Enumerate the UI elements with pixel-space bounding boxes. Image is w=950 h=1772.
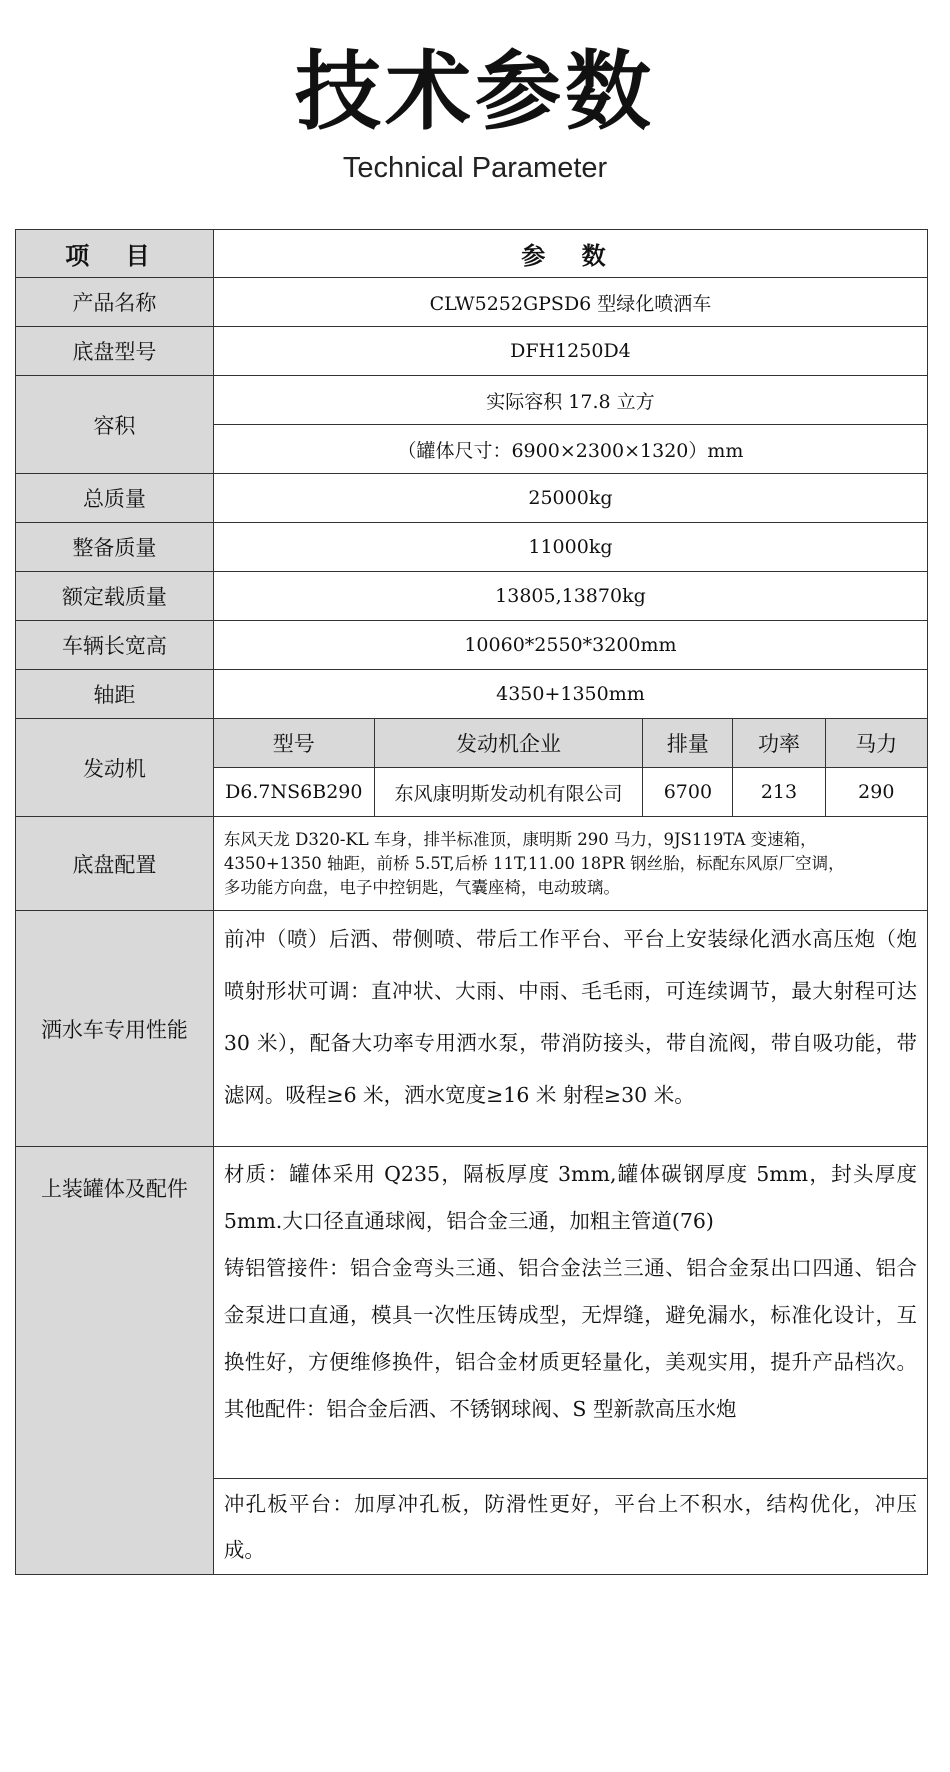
row-value-sprinkler-performance: 前冲（喷）后洒、带侧喷、带后工作平台、平台上安装绿化洒水高压炮（炮喷射形状可调：直冲状、大雨、中雨、毛毛雨，可连续调节，最大射程可达 30 米），配备大功率专用洒水泵，带消防接头，带自流阀，带自吸功能，带滤网。吸程≥6 米，洒水宽度≥16 米 射程≥30 米。 [213, 911, 927, 1147]
row-value-dimensions: 10060*2550*3200mm [213, 621, 927, 670]
table-row [16, 621, 928, 670]
row-label-wheelbase: 轴距 [16, 670, 214, 719]
tank-material-text: 材质：罐体采用 Q235，隔板厚度 3mm,罐体碳钢厚度 5mm，封头厚度 5mm.大口径直通球阀，铝合金三通，加粗主管道(76) [223, 1162, 917, 1233]
spec-table [15, 229, 928, 1575]
engine-header-displacement: 排量 [643, 719, 733, 768]
engine-value-displacement: 6700 [643, 768, 733, 817]
column-header-item: 项 目 [16, 230, 214, 278]
column-header-param: 参 数 [213, 230, 927, 278]
row-value-platform: 冲孔板平台：加厚冲孔板，防滑性更好，平台上不积水，结构优化，冲压成。 [213, 1479, 927, 1575]
row-value-curb-mass: 11000kg [213, 523, 927, 572]
row-value-total-mass: 25000kg [213, 474, 927, 523]
row-label-dimensions: 车辆长宽高 [16, 621, 214, 670]
row-value-volume-actual: 实际容积 17.8 立方 [213, 376, 927, 425]
row-value-tank-accessories [213, 1147, 927, 1479]
engine-value-maker: 东风康明斯发动机有限公司 [374, 768, 643, 817]
engine-header-row [16, 719, 928, 768]
table-row [16, 670, 928, 719]
row-value-wheelbase: 4350+1350mm [213, 670, 927, 719]
page-subtitle: Technical Parameter [342, 152, 608, 184]
row-label-product-name: 产品名称 [16, 278, 214, 327]
table-row [16, 327, 928, 376]
table-row [16, 474, 928, 523]
row-value-chassis-model: DFH1250D4 [213, 327, 927, 376]
engine-value-horsepower: 290 [825, 768, 927, 817]
chassis-config-line: 4350+1350 轴距，前桥 5.5T,后桥 11T,11.00 18PR 钢丝胎，标配东风原厂空调， [223, 853, 845, 873]
row-value-product-name: CLW5252GPSD6 型绿化喷洒车 [213, 278, 927, 327]
engine-header-model: 型号 [213, 719, 374, 768]
table-header-row [16, 230, 928, 278]
table-row [16, 817, 928, 911]
chassis-config-line: 多功能方向盘，电子中控钥匙，气囊座椅，电动玻璃。 [223, 877, 620, 897]
row-label-chassis-config: 底盘配置 [16, 817, 214, 911]
table-row [16, 911, 928, 1147]
row-label-curb-mass: 整备质量 [16, 523, 214, 572]
table-row [16, 1147, 928, 1479]
chassis-config-line: 东风天龙 D320-KL 车身，排半标准顶，康明斯 290 马力，9JS119TA 变速箱， [223, 829, 817, 849]
page-title: 技术参数 [295, 42, 655, 142]
table-row [16, 572, 928, 621]
row-value-chassis-config [213, 817, 927, 911]
table-row [16, 278, 928, 327]
row-label-sprinkler-performance: 洒水车专用性能 [16, 911, 214, 1147]
row-label-tank-accessories: 上装罐体及配件 [16, 1147, 214, 1575]
engine-header-horsepower: 马力 [825, 719, 927, 768]
engine-value-power: 213 [733, 768, 825, 817]
row-value-volume-tank-size: （罐体尺寸：6900×2300×1320）mm [213, 425, 927, 474]
engine-value-model: D6.7NS6B290 [213, 768, 374, 817]
row-label-engine: 发动机 [16, 719, 214, 817]
tank-fittings-text: 铸铝管接件：铝合金弯头三通、铝合金法兰三通、铝合金泵出口四通、铝合金泵进口直通，模具一次性压铸成型，无焊缝，避免漏水，标准化设计，互换性好，方便维修换件，铝合金材质更轻量化，美观实用，提升产品档次。其他配件：铝合金后洒、不锈钢球阀、S 型新款高压水炮 [223, 1256, 917, 1421]
row-label-total-mass: 总质量 [16, 474, 214, 523]
row-label-rated-load: 额定载质量 [16, 572, 214, 621]
row-label-chassis-model: 底盘型号 [16, 327, 214, 376]
table-row [16, 523, 928, 572]
engine-header-power: 功率 [733, 719, 825, 768]
table-row [16, 376, 928, 425]
engine-header-maker: 发动机企业 [374, 719, 643, 768]
row-value-rated-load: 13805,13870kg [213, 572, 927, 621]
row-label-volume: 容积 [16, 376, 214, 474]
